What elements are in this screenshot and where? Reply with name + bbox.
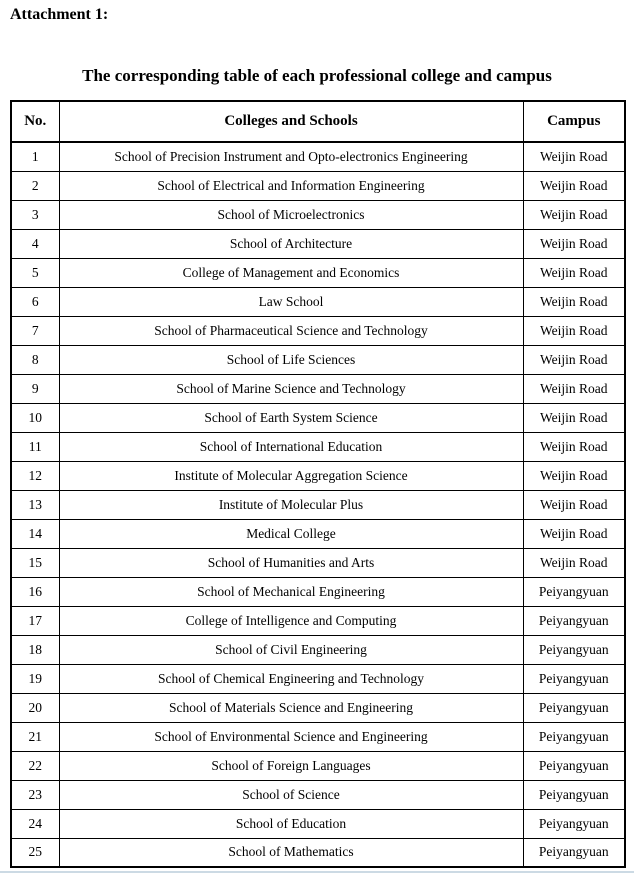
table-row [11, 780, 625, 809]
attachment-label: Attachment 1: [10, 6, 109, 23]
campus-cell: Weijin Road [523, 229, 625, 258]
row-number-cell: 12 [11, 461, 59, 490]
campus-cell: Weijin Road [523, 345, 625, 374]
college-name-cell: School of Architecture [59, 229, 523, 258]
row-number-cell: 25 [11, 838, 59, 867]
table-row [11, 490, 625, 519]
row-number-cell: 11 [11, 432, 59, 461]
table-row [11, 316, 625, 345]
college-name-cell: School of Electrical and Information Engineering [59, 171, 523, 200]
table-row [11, 171, 625, 200]
campus-cell: Peiyangyuan [523, 635, 625, 664]
table-row [11, 548, 625, 577]
campus-cell: Weijin Road [523, 490, 625, 519]
row-number-cell: 16 [11, 577, 59, 606]
college-name-cell: Institute of Molecular Plus [59, 490, 523, 519]
college-name-cell: School of Materials Science and Engineering [59, 693, 523, 722]
college-name-cell: School of Life Sciences [59, 345, 523, 374]
campus-cell: Peiyangyuan [523, 577, 625, 606]
row-number-cell: 24 [11, 809, 59, 838]
page-title: The corresponding table of each professional college and campus [82, 66, 552, 85]
table-row [11, 432, 625, 461]
row-number-cell: 17 [11, 606, 59, 635]
college-name-cell: School of Pharmaceutical Science and Technology [59, 316, 523, 345]
row-number-cell: 4 [11, 229, 59, 258]
campus-cell: Weijin Road [523, 316, 625, 345]
campus-cell: Peiyangyuan [523, 693, 625, 722]
table-row [11, 519, 625, 548]
table-row [11, 664, 625, 693]
table-row [11, 345, 625, 374]
campus-cell: Peiyangyuan [523, 722, 625, 751]
row-number-cell: 23 [11, 780, 59, 809]
row-number-cell: 13 [11, 490, 59, 519]
row-number-cell: 2 [11, 171, 59, 200]
campus-cell: Weijin Road [523, 548, 625, 577]
campus-cell: Peiyangyuan [523, 751, 625, 780]
row-number-cell: 1 [11, 142, 59, 171]
college-name-cell: School of Humanities and Arts [59, 548, 523, 577]
row-number-cell: 7 [11, 316, 59, 345]
table-row [11, 577, 625, 606]
row-number-cell: 9 [11, 374, 59, 403]
college-name-cell: College of Intelligence and Computing [59, 606, 523, 635]
college-name-cell: School of Science [59, 780, 523, 809]
row-number-cell: 6 [11, 287, 59, 316]
college-name-cell: School of Environmental Science and Engineering [59, 722, 523, 751]
campus-cell: Peiyangyuan [523, 606, 625, 635]
row-number-cell: 10 [11, 403, 59, 432]
campus-cell: Peiyangyuan [523, 838, 625, 867]
college-name-cell: School of Mathematics [59, 838, 523, 867]
campus-cell: Weijin Road [523, 200, 625, 229]
college-name-cell: Institute of Molecular Aggregation Science [59, 461, 523, 490]
college-name-cell: Medical College [59, 519, 523, 548]
campus-cell: Weijin Road [523, 403, 625, 432]
campus-cell: Peiyangyuan [523, 780, 625, 809]
college-name-cell: School of Earth System Science [59, 403, 523, 432]
table-row [11, 142, 625, 171]
college-name-cell: School of International Education [59, 432, 523, 461]
campus-cell: Weijin Road [523, 432, 625, 461]
header-campus: Campus [523, 101, 625, 142]
campus-cell: Weijin Road [523, 142, 625, 171]
header-colleges: Colleges and Schools [59, 101, 523, 142]
table-row [11, 722, 625, 751]
table-row [11, 229, 625, 258]
college-name-cell: Law School [59, 287, 523, 316]
row-number-cell: 22 [11, 751, 59, 780]
header-no: No. [11, 101, 59, 142]
table-row [11, 403, 625, 432]
row-number-cell: 5 [11, 258, 59, 287]
college-name-cell: School of Mechanical Engineering [59, 577, 523, 606]
table-row [11, 635, 625, 664]
table-row [11, 751, 625, 780]
row-number-cell: 21 [11, 722, 59, 751]
college-name-cell: School of Chemical Engineering and Technology [59, 664, 523, 693]
row-number-cell: 3 [11, 200, 59, 229]
campus-cell: Weijin Road [523, 258, 625, 287]
table-row [11, 838, 625, 867]
college-name-cell: College of Management and Economics [59, 258, 523, 287]
campus-cell: Peiyangyuan [523, 809, 625, 838]
table-row [11, 374, 625, 403]
table-row [11, 200, 625, 229]
row-number-cell: 8 [11, 345, 59, 374]
row-number-cell: 15 [11, 548, 59, 577]
table-body [11, 142, 625, 867]
row-number-cell: 14 [11, 519, 59, 548]
campus-cell: Weijin Road [523, 519, 625, 548]
campus-cell: Peiyangyuan [523, 664, 625, 693]
table-row [11, 606, 625, 635]
row-number-cell: 20 [11, 693, 59, 722]
campus-cell: Weijin Road [523, 374, 625, 403]
row-number-cell: 18 [11, 635, 59, 664]
college-name-cell: School of Civil Engineering [59, 635, 523, 664]
college-name-cell: School of Marine Science and Technology [59, 374, 523, 403]
table-row [11, 809, 625, 838]
row-number-cell: 19 [11, 664, 59, 693]
campus-cell: Weijin Road [523, 171, 625, 200]
table-row [11, 287, 625, 316]
college-name-cell: School of Microelectronics [59, 200, 523, 229]
table-row [11, 258, 625, 287]
table-row [11, 461, 625, 490]
campus-cell: Weijin Road [523, 287, 625, 316]
college-name-cell: School of Education [59, 809, 523, 838]
table-header-row [11, 101, 625, 142]
college-name-cell: School of Precision Instrument and Opto-electronics Engineering [59, 142, 523, 171]
table-row [11, 693, 625, 722]
colleges-campus-table [10, 100, 626, 868]
college-name-cell: School of Foreign Languages [59, 751, 523, 780]
campus-cell: Weijin Road [523, 461, 625, 490]
